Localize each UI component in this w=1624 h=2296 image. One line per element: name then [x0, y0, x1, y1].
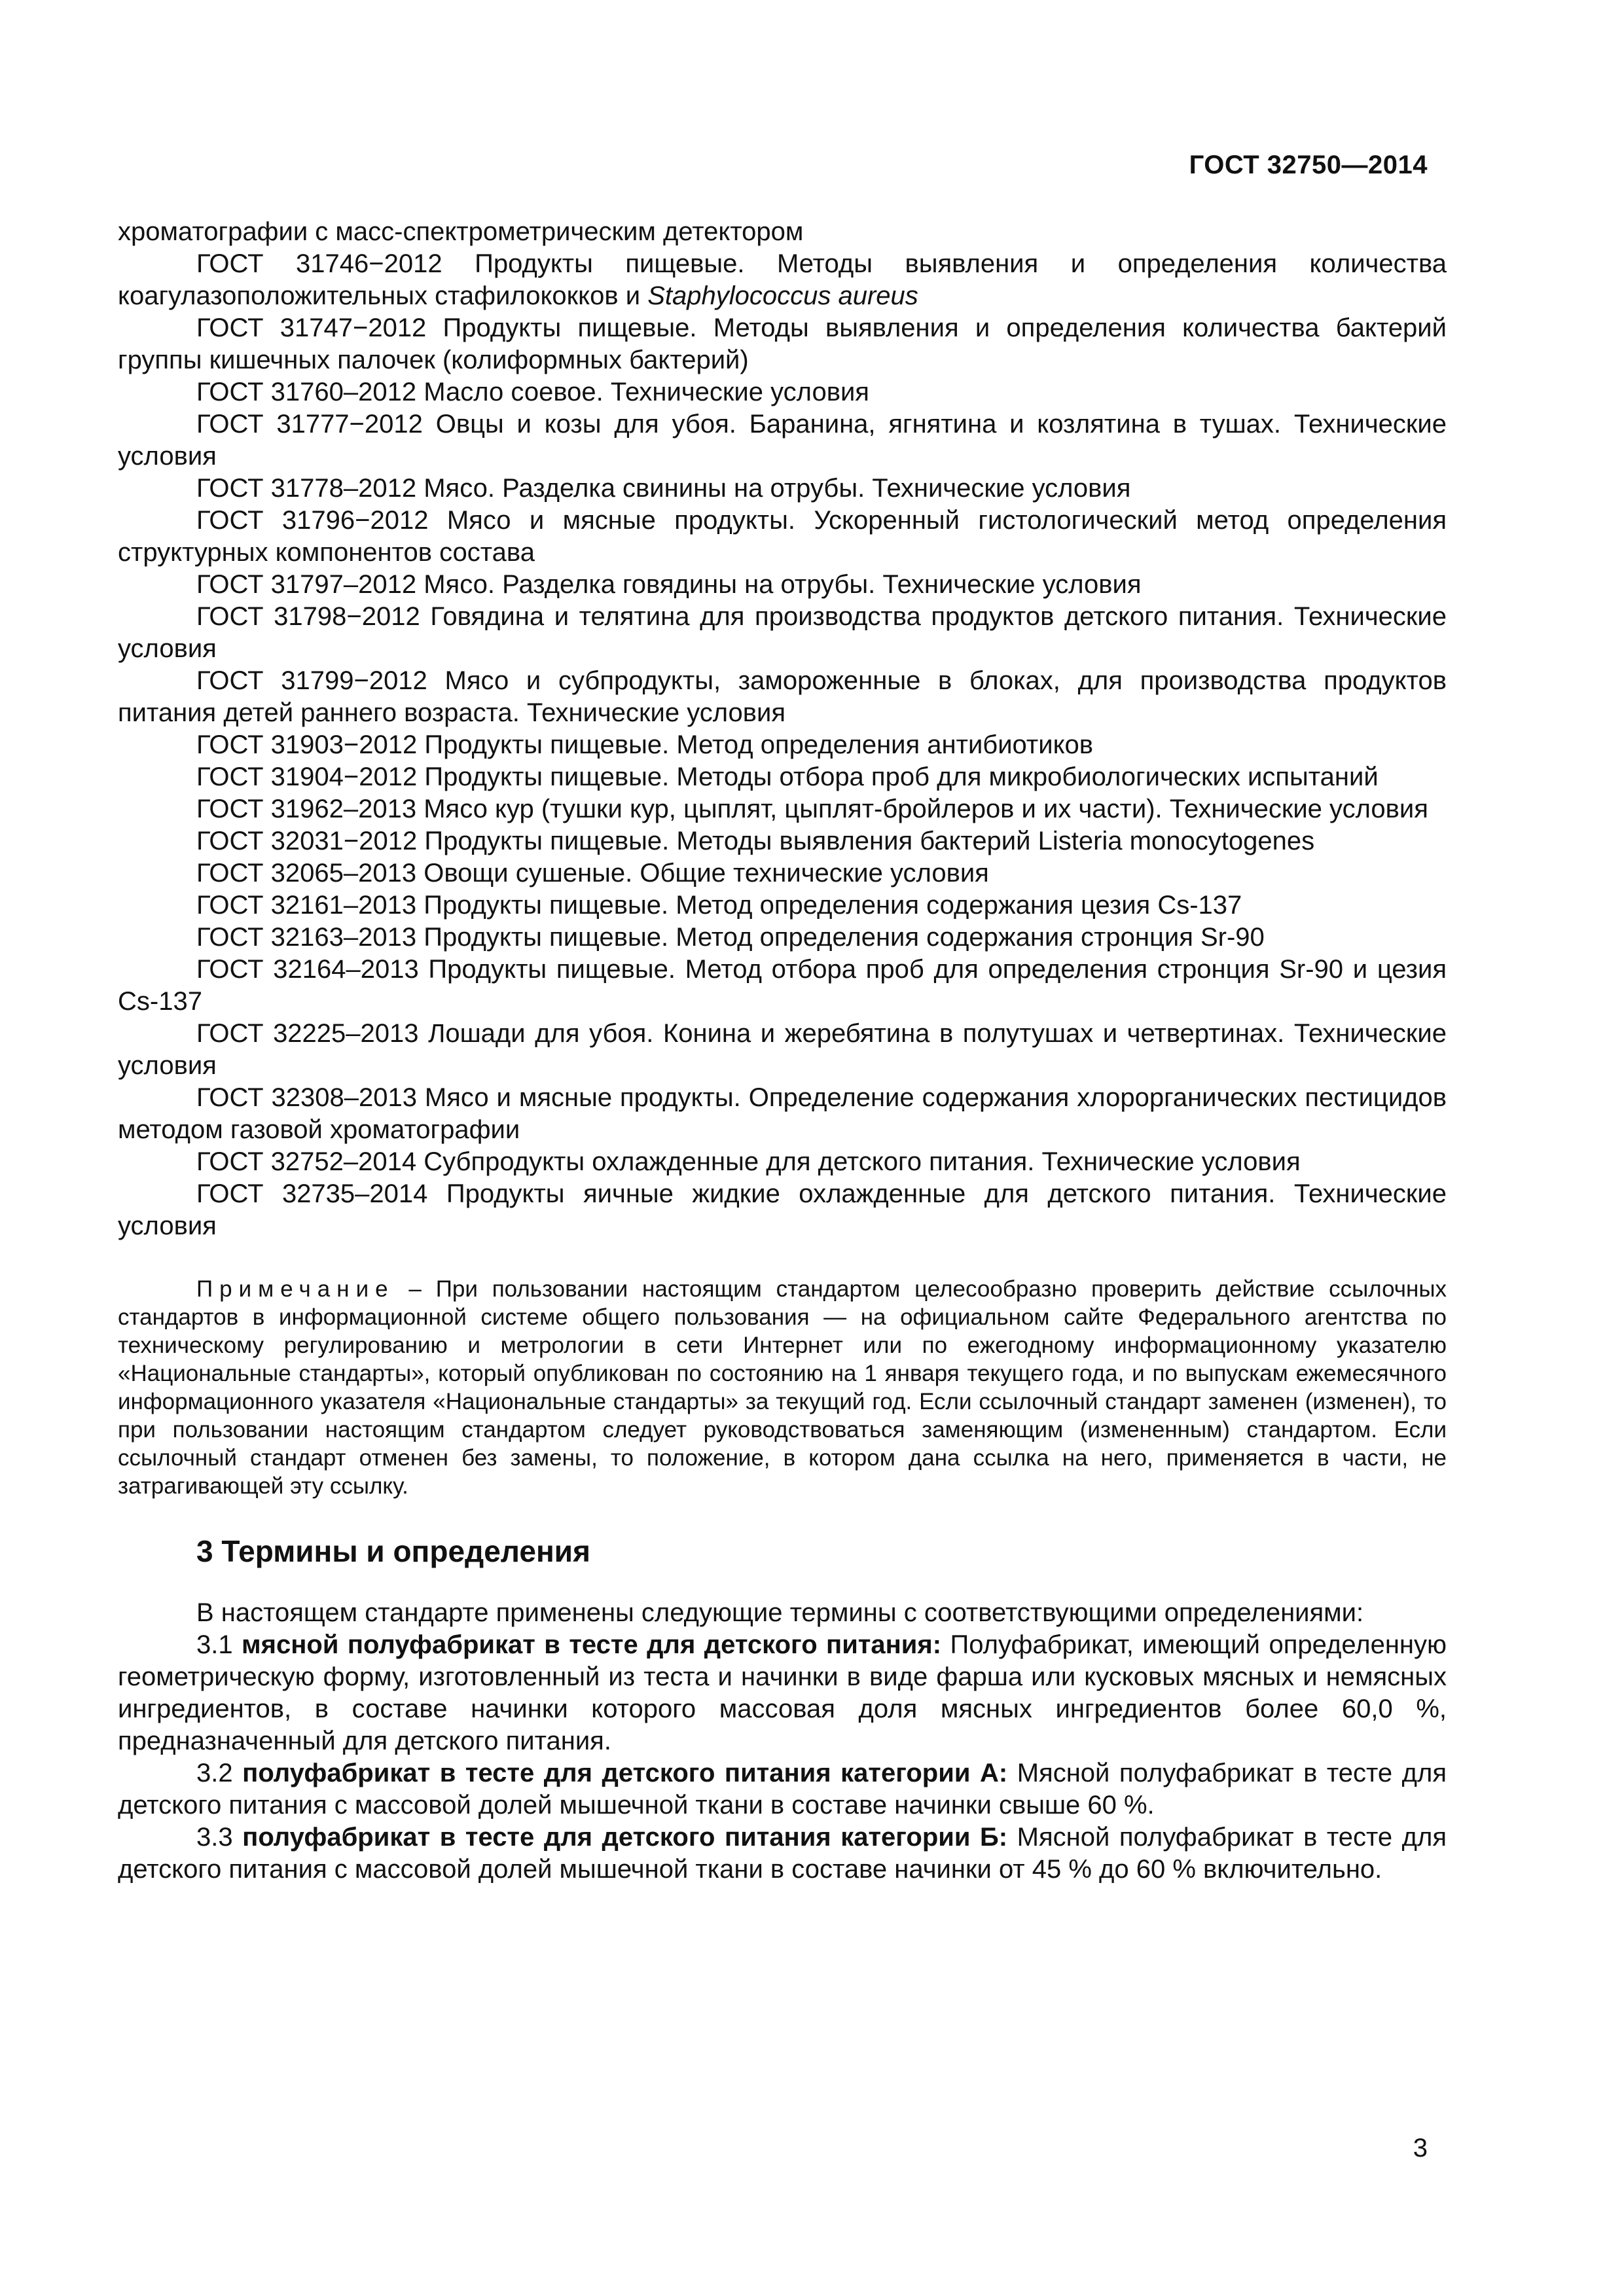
- reference-continuation: хроматографии с масс-спектрометрическим детектором: [118, 217, 804, 246]
- reference-item: ГОСТ 32164–2013 Продукты пищевые. Метод отбора проб для определения стронция Sr-90 и цезия Cs-137: [118, 955, 1447, 1016]
- reference-item: ГОСТ 31797–2012 Мясо. Разделка говядины на отрубы. Технические условия: [196, 570, 1142, 599]
- reference-item: ГОСТ 32225–2013 Лошади для убоя. Конина и жеребятина в полутушах и четвертинах. Технические условия: [118, 1019, 1447, 1080]
- reference-item: ГОСТ 31777−2012 Овцы и козы для убоя. Баранина, ягнятина и козлятина в тушах. Технические условия: [118, 410, 1447, 471]
- note-label: Примечание: [196, 1276, 395, 1302]
- term-description: Мясной полуфабрикат в тесте для детского питания с массовой долей мышечной ткани в составе начинки свыше 60 %.: [118, 1759, 1447, 1820]
- section-body: [118, 1597, 1447, 1886]
- document-header: ГОСТ 32750—2014: [1189, 151, 1428, 179]
- page-number: 3: [1413, 2134, 1428, 2162]
- reference-item: ГОСТ 32163–2013 Продукты пищевые. Метод определения содержания стронция Sr-90: [196, 923, 1265, 952]
- term-number: 3.1: [196, 1630, 242, 1659]
- reference-item: ГОСТ 31796−2012 Мясо и мясные продукты. Ускоренный гистологический метод определения структурных компонентов состава: [118, 506, 1447, 567]
- term-definition: [118, 1757, 1447, 1821]
- reference-item: [118, 248, 1447, 312]
- section-intro: В настоящем стандарте применены следующие термины с соответствующими определениями:: [196, 1598, 1364, 1627]
- reference-item: ГОСТ 32161–2013 Продукты пищевые. Метод определения содержания цезия Cs-137: [196, 891, 1242, 920]
- reference-item: ГОСТ 31798−2012 Говядина и телятина для производства продуктов детского питания. Технические условия: [118, 602, 1447, 663]
- term-name: полуфабрикат в тесте для детского питания категории А:: [242, 1759, 1008, 1787]
- note-text: – При пользовании настоящим стандартом целесообразно проверить действие ссылочных стандартов в информационной системе общего пользования — на официальном сайте Федерального агентства по техническому регулированию и метрологии в сети Интернет или по ежегодному информационному указателю «Национальные стандарты», который опубликован по состоянию на 1 января текущего года, и по выпускам ежемесячного информационного указателя «Национальные стандарты» за текущий год. Если ссылочный стандарт заменен (изменен), то при пользовании настоящим стандартом следует руководствоваться заменяющим (измененным) стандартом. Если ссылочный стандарт отменен без замены, то положение, в котором дана ссылка на него, применяется в части, не затрагивающей эту ссылку.: [118, 1276, 1447, 1499]
- reference-item: ГОСТ 32308–2013 Мясо и мясные продукты. Определение содержания хлорорганических пестицидов методом газовой хроматографии: [118, 1083, 1447, 1144]
- term-definition: [118, 1629, 1447, 1757]
- section-heading: 3 Термины и определения: [196, 1534, 590, 1568]
- term-name: мясной полуфабрикат в тесте для детского питания:: [242, 1630, 942, 1659]
- term-name: полуфабрикат в тесте для детского питания категории Б:: [242, 1823, 1008, 1852]
- term-definition: [118, 1821, 1447, 1886]
- reference-item: ГОСТ 31799−2012 Мясо и субпродукты, замороженные в блоках, для производства продуктов питания детей раннего возраста. Технические условия: [118, 666, 1447, 727]
- reference-item: ГОСТ 31760–2012 Масло соевое. Технические условия: [196, 378, 869, 406]
- reference-italic-species: Staphylococcus aureus: [647, 281, 918, 310]
- term-description: Полуфабрикат, имеющий определенную геометрическую форму, изготовленный из теста и начинки в виде фарша или кусковых мясных и немясных ингредиентов, в составе начинки которого массовая доля мясных ингредиентов более 60,0 %, предназначенный для детского питания.: [118, 1630, 1447, 1755]
- reference-text: ГОСТ 31746−2012 Продукты пищевые. Методы выявления и определения количества коагулазоположительных стафилококков и: [118, 249, 1447, 310]
- note-paragraph: [118, 1275, 1447, 1500]
- reference-item: ГОСТ 31903−2012 Продукты пищевые. Метод определения антибиотиков: [196, 730, 1094, 759]
- reference-item: ГОСТ 31747−2012 Продукты пищевые. Методы выявления и определения количества бактерий группы кишечных палочек (колиформных бактерий): [118, 314, 1447, 374]
- term-description: Мясной полуфабрикат в тесте для детского питания с массовой долей мышечной ткани в составе начинки от 45 % до 60 % включительно.: [118, 1823, 1447, 1884]
- reference-item: ГОСТ 31778–2012 Мясо. Разделка свинины на отрубы. Технические условия: [196, 474, 1131, 503]
- reference-item: ГОСТ 31904−2012 Продукты пищевые. Методы отбора проб для микробиологических испытаний: [196, 762, 1379, 791]
- reference-item: ГОСТ 32065–2013 Овощи сушеные. Общие технические условия: [196, 859, 989, 888]
- reference-item: ГОСТ 32031−2012 Продукты пищевые. Методы выявления бактерий Listeria monocytogenes: [196, 827, 1315, 855]
- term-number: 3.2: [196, 1759, 243, 1787]
- reference-item: ГОСТ 31962–2013 Мясо кур (тушки кур, цыплят, цыплят-бройлеров и их части). Технические условия: [196, 795, 1428, 823]
- reference-item: ГОСТ 32735–2014 Продукты яичные жидкие охлажденные для детского питания. Технические условия: [118, 1179, 1447, 1240]
- term-number: 3.3: [196, 1823, 243, 1852]
- reference-item: ГОСТ 32752–2014 Субпродукты охлажденные для детского питания. Технические условия: [196, 1147, 1301, 1176]
- document-body: [118, 216, 1447, 1886]
